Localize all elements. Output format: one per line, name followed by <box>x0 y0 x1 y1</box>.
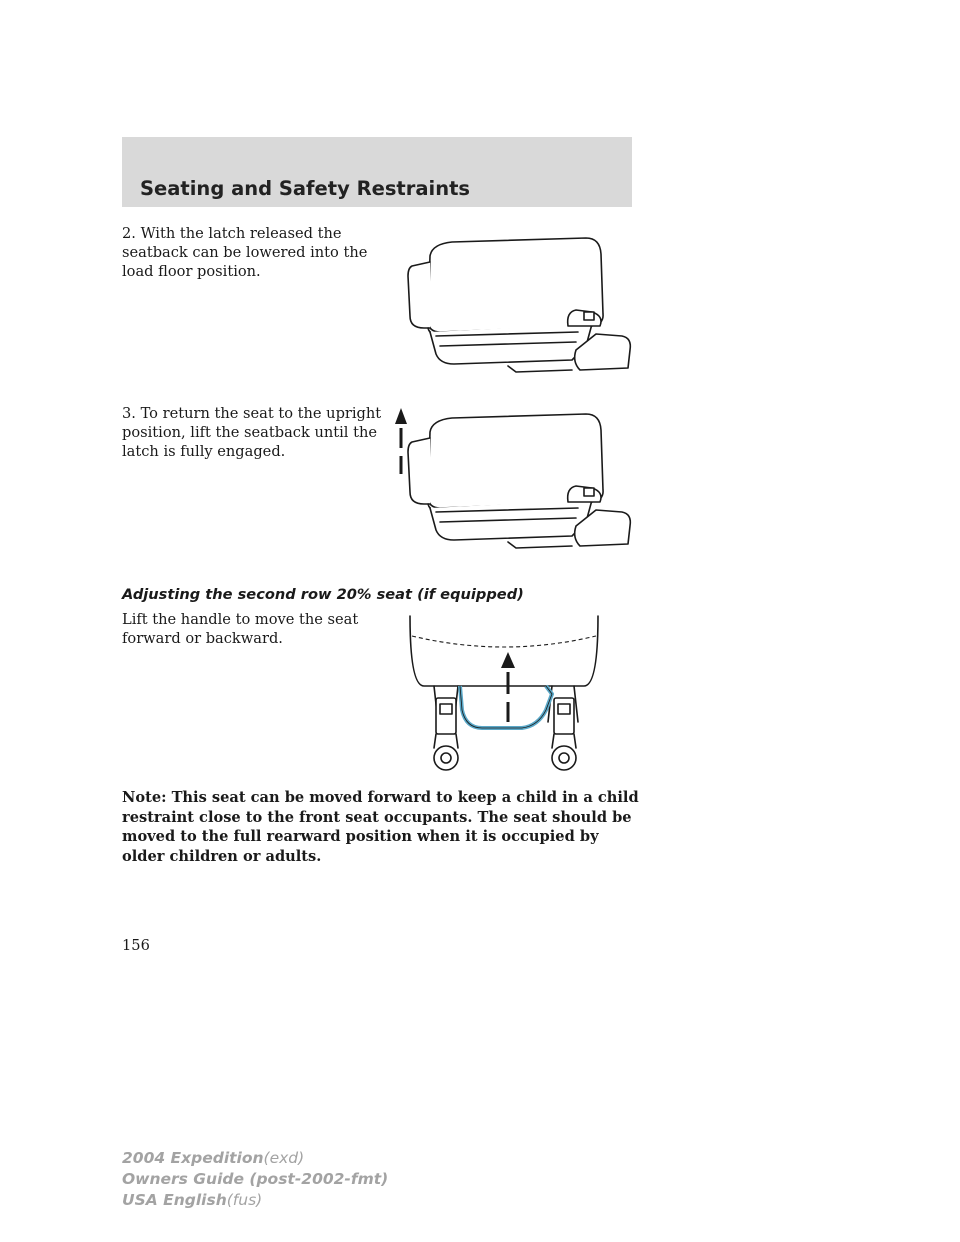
section-title: Seating and Safety Restraints <box>140 177 471 200</box>
up-arrow-icon <box>395 408 407 474</box>
step-2-text: 2. With the latch released the seatback can be lowered into the load floor position. <box>122 225 368 280</box>
seat-handle-illustration <box>404 612 604 776</box>
step-3-text: 3. To return the seat to the upright position, lift the seatback until the latch is fully engaged. <box>122 405 382 460</box>
document-footer: 2004 Expedition(exd) Owners Guide (post-2002-fmt) USA English(fus) <box>122 1149 389 1209</box>
seat-folded-illustration <box>400 232 636 384</box>
subheading-second-row-seat: Adjusting the second row 20% seat (if equipped) <box>122 586 524 603</box>
note-text: Note: This seat can be moved forward to keep a child in a child restraint close to the front seat occupants. The seat should be moved to the full rearward position when it is occupied by older children or adults. <box>122 789 639 865</box>
page-number: 156 <box>122 937 150 954</box>
instruction-text: Lift the handle to move the seat forward or backward. <box>122 611 359 647</box>
section-header-band <box>122 137 632 207</box>
seat-raise-illustration <box>390 404 636 560</box>
